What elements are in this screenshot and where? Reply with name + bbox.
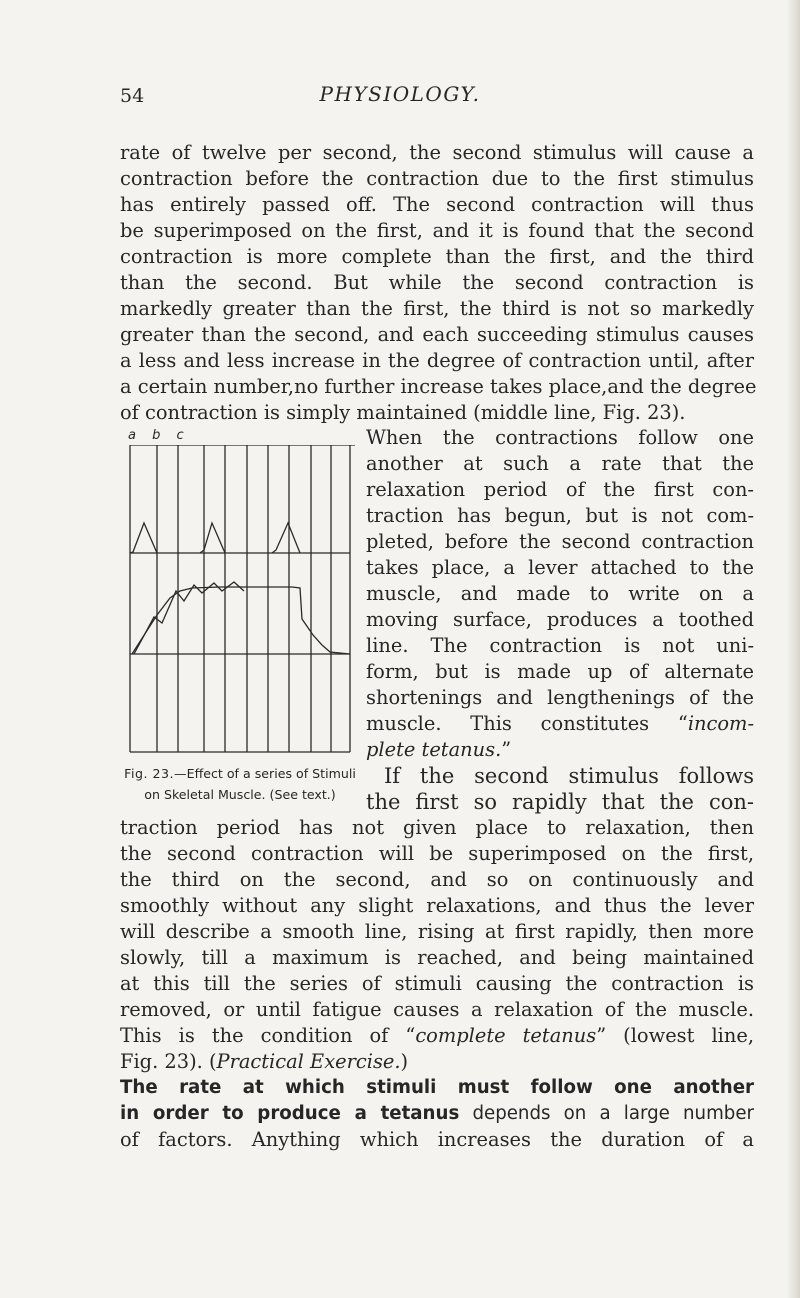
body-line (120, 1101, 754, 1127)
body-text: ” (lowest line, (596, 1024, 755, 1047)
italic-term: plete tetanus. (366, 738, 502, 761)
body-line: traction has begun, but is not com- (366, 504, 754, 527)
body-text: depends on a large number (459, 1103, 754, 1124)
body-line: contraction before the contraction due to the first stimulus (120, 167, 754, 190)
body-line: muscle, and made to write on a (366, 582, 754, 605)
body-line: than the second. But while the second contraction is (120, 271, 754, 294)
body-line: a certain number,no further increase takes place,and the degree (120, 375, 757, 398)
body-line: of contraction is simply maintained (middle line, Fig. 23). (120, 401, 686, 424)
body-line (366, 711, 754, 737)
complete-tetanus-curve (132, 587, 350, 654)
body-text: ” (501, 738, 512, 761)
body-line: the first so rapidly that the con- (366, 790, 754, 814)
incomplete-tetanus-curve (134, 582, 244, 654)
page-edge (786, 0, 800, 1298)
body-line: removed, or until fatigue causes a relaxation of the muscle. (120, 998, 754, 1021)
running-head: PHYSIOLOGY. (319, 82, 481, 106)
body-line: another at such a rate that the (366, 452, 754, 475)
body-line: pleted, before the second contraction (366, 530, 754, 553)
body-line: markedly greater than the first, the third is not so markedly (120, 297, 754, 320)
body-line: takes place, a lever attached to the (366, 556, 754, 579)
body-line: moving surface, produces a toothed (366, 608, 754, 631)
body-line: at this till the series of stimuli causing the contraction is (120, 972, 754, 995)
body-line: a less and less increase in the degree of contraction until, after (120, 349, 754, 372)
tetanus-figure (120, 445, 360, 755)
italic-term: Practical Exercise. (216, 1050, 401, 1073)
body-line: has entirely passed off. The second contraction will thus (120, 193, 754, 216)
figure-caption (120, 763, 360, 805)
body-line (120, 1023, 754, 1049)
body-text: muscle. This constitutes “ (366, 712, 688, 735)
body-line: rate of twelve per second, the second stimulus will cause a (120, 141, 754, 164)
single-twitch-curve-3 (272, 523, 300, 553)
body-line: smoothly without any slight relaxations, and thus the lever (120, 894, 754, 917)
body-line: contraction is more complete than the first, and the third (120, 245, 754, 268)
body-line (366, 737, 754, 763)
body-line: will describe a smooth line, rising at first rapidly, then more (120, 920, 754, 943)
body-line: the second contraction will be superimposed on the first, (120, 842, 754, 865)
body-text: This is the condition of “ (120, 1024, 416, 1047)
single-twitch-curve-1 (130, 523, 157, 553)
body-text: Fig. 23). ( (120, 1050, 217, 1073)
figure-caption-text: —Effect of a series of Stimuli on Skeletal Muscle. (See text.) (144, 766, 356, 802)
body-line: shortenings and lengthenings of the (366, 686, 754, 709)
figure-label: Fig. 23. (124, 766, 175, 781)
body-line: When the contractions follow one (366, 426, 754, 449)
bold-line: The rate at which stimuli must follow one another (120, 1077, 754, 1098)
body-line: the third on the second, and so on continuously and (120, 868, 754, 891)
body-line: traction period has not given place to relaxation, then (120, 816, 754, 839)
body-line: be superimposed on the first, and it is found that the second (120, 219, 754, 242)
body-line: greater than the second, and each succeeding stimulus causes (120, 323, 754, 346)
body-line: form, but is made up of alternate (366, 660, 754, 683)
body-line (120, 1049, 754, 1075)
body-line: line. The contraction is not uni- (366, 634, 754, 657)
body-line: relaxation period of the first con- (366, 478, 754, 501)
body-line: If the second stimulus follows (384, 764, 754, 788)
figure-row-letters: a b c (128, 428, 190, 443)
italic-term: incom- (687, 712, 754, 735)
body-line: slowly, till a maximum is reached, and being maintained (120, 946, 754, 969)
bold-text: in order to produce a tetanus (120, 1103, 460, 1124)
italic-term: complete tetanus (415, 1024, 597, 1047)
body-line: of factors. Anything which increases the duration of a (120, 1128, 754, 1151)
page-number: 54 (120, 85, 145, 107)
body-text: ) (400, 1050, 409, 1073)
